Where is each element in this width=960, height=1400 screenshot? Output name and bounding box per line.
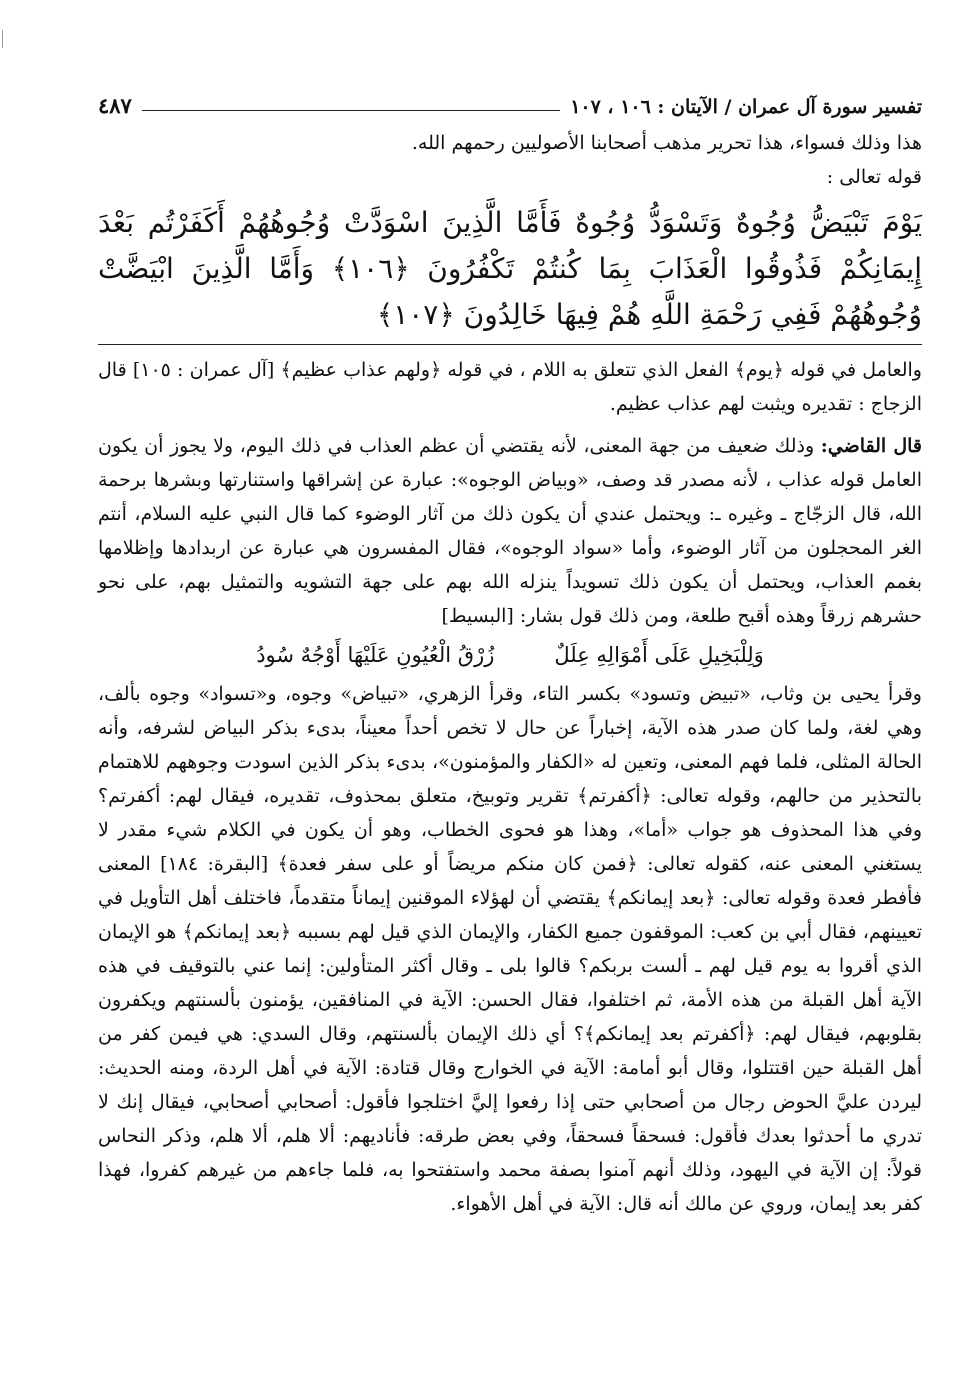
qadi-label: قال القاضي: bbox=[820, 435, 923, 457]
paragraph-qadi bbox=[98, 429, 922, 633]
margin-mark bbox=[2, 30, 3, 48]
header-title: تفسير سورة آل عمران / الآيتان : ١٠٦ ، ١٠٧ bbox=[570, 96, 922, 118]
paragraph-amil: والعامل في قوله ﴿يوم﴾ الفعل الذي تتعلق به اللام ، في قوله ﴿ولهم عذاب عظيم﴾ [آل عمران : ١٠٥] قال الزجاج : تقديره ويثبت لهم عذاب عظيم. bbox=[98, 359, 922, 415]
intro-paragraph: هذا وذلك فسواء، هذا تحرير مذهب أصحابنا الأصوليين رحمهم الله. bbox=[411, 132, 922, 154]
header-rule bbox=[142, 110, 560, 111]
page-number: ٤٨٧ bbox=[98, 93, 132, 118]
verse-divider bbox=[98, 344, 922, 345]
poem-first-hemistich: وَلِلْبَخِيلِ عَلَى أَمْوَالِهِ عِلَلٌ bbox=[554, 643, 764, 667]
paragraph-readings: وقرأ يحيى بن وثاب، «تبيض وتسود» بكسر التاء، وقرأ الزهري، «تبياض» وجوه، و«تسواد» وجوه بألف، وهي لغة، ولما كان صدر هذه الآية، إخباراً عن حال لا تخص أحداً معيناً، بدىء بذكر البياض لشرفه، وأنه الحالة المثلى، فلما فهم المعنى، وتعين له «الكفار والمؤمنون»، بدىء بذكر الذين اسودت وجوههم للاهتمام بالتحذير من حالهم، وقوله تعالى: ﴿أكفرتم﴾ تقرير وتوبيخ، متعلق بمحذوف، تقديره، فيقال لهم: أكفرتم؟ وفي هذا المحذوف هو جواب «أما»، وهذا هو فحوى الخطاب، وهو أن يكون في الكلام شيء مقدر لا يستغني المعنى عنه، كقوله تعالى: ﴿فمن كان منكم مريضاً أو على سفر فعدة﴾ [البقرة: ١٨٤] المعنى فأفطر فعدة وقوله تعالى: ﴿بعد إيمانكم﴾ يقتضي أن لهؤلاء الموقنين إيماناً متقدماً، فاختلف أهل التأويل في تعيينهم، فقال أبي بن كعب: الموقفون جميع الكفار، والإيمان الذي قيل لهم بسببه ﴿بعد إيمانكم﴾ هو الإيمان الذي أقروا به يوم قيل لهم ـ ألست بربكم؟ قالوا بلى ـ وقال أكثر المتأولين: إنما عني بالتوقيف في هذه الآية أهل القبلة من هذه الأمة، ثم اختلفوا، فقال الحسن: الآية في المنافقين، يؤمنون بألسنتهم ويكفرون بقلوبهم، فيقال لهم: ﴿أكفرتم بعد إيمانكم﴾؟ أي ذلك الإيمان بألسنتهم، وقال السدي: هي فيمن كفر من أهل القبلة حين اقتتلوا، وقال أبو أمامة: الآية في الخوارج وقال قتادة: الآية في أهل الردة، ومنه الحديث: ليردن عليَّ الحوض رجال من أصحابي حتى إذا رفعوا إليَّ اختلجوا فأقول: أصحابي أصحابي، فيقال إنك لا تدري ما أحدثوا بعدك فأقول: فسحقاً فسحقاً، وفي بعض طرقه: فأناديهم: ألا هلم، ألا هلم، وذكر النحاس قولاً: إن الآية في اليهود، وذلك أنهم آمنوا بصفة محمد واستفتحوا به، فلما جاءهم من غيرهم كفروا، فهذا كفر بعد إيمان، وروي عن مالك أنه قال: الآية في أهل الأهواء. bbox=[98, 683, 922, 1215]
page bbox=[98, 84, 922, 1221]
poetry-verse bbox=[98, 635, 922, 675]
running-header bbox=[98, 84, 922, 118]
qadi-text: وذلك ضعيف من جهة المعنى، لأنه يقتضي أن عظم العذاب في ذلك اليوم، ولا يجوز أن يكون العامل قوله عذاب ، لأنه مصدر قد وصف، «وبياض الوجوه»: عبارة عن إشراقها واستنارتها وبشرها برحمة الله، قال الزجّاج ـ وغيره ـ: ويحتمل عندي أن يكون ذلك من آثار الوضوء كما قال النبي عليه السلام، أنتم الغر المحجلون من آثار الوضوء، وأما «سواد الوجوه»، فقال المفسرون هي عبارة عن اربدادها وإظلامها بغمم العذاب، ويحتمل أن يكون ذلك تسويداً ينزله الله بهم على جهة التشويه والتمثيل بهم، على نحو حشرهم زرقاً وهذه أقبح طلعة، ومن ذلك قول بشار: [البسيط] bbox=[98, 435, 923, 627]
poem-second-hemistich: زُرْقُ الْعُيُونِ عَلَيْهَا أَوْجُهٌ سُودُ bbox=[256, 643, 495, 667]
verse-label: قوله تعالى : bbox=[826, 166, 922, 188]
quran-verse: يَوْمَ تَبْيَضُّ وُجُوهٌ وَتَسْوَدُّ وُجُوهٌ فَأَمَّا الَّذِينَ اسْوَدَّتْ وُجُوهُهُمْ أَكَفَرْتُم بَعْدَ إِيمَانِكُمْ فَذُوقُوا الْعَذَابَ بِمَا كُنتُمْ تَكْفُرُونَ ﴿١٠٦﴾ وَأَمَّا الَّذِينَ ابْيَضَّتْ وُجُوهُهُمْ فَفِي رَحْمَةِ اللَّهِ هُمْ فِيهَا خَالِدُونَ ﴿١٠٧﴾ bbox=[98, 206, 922, 331]
